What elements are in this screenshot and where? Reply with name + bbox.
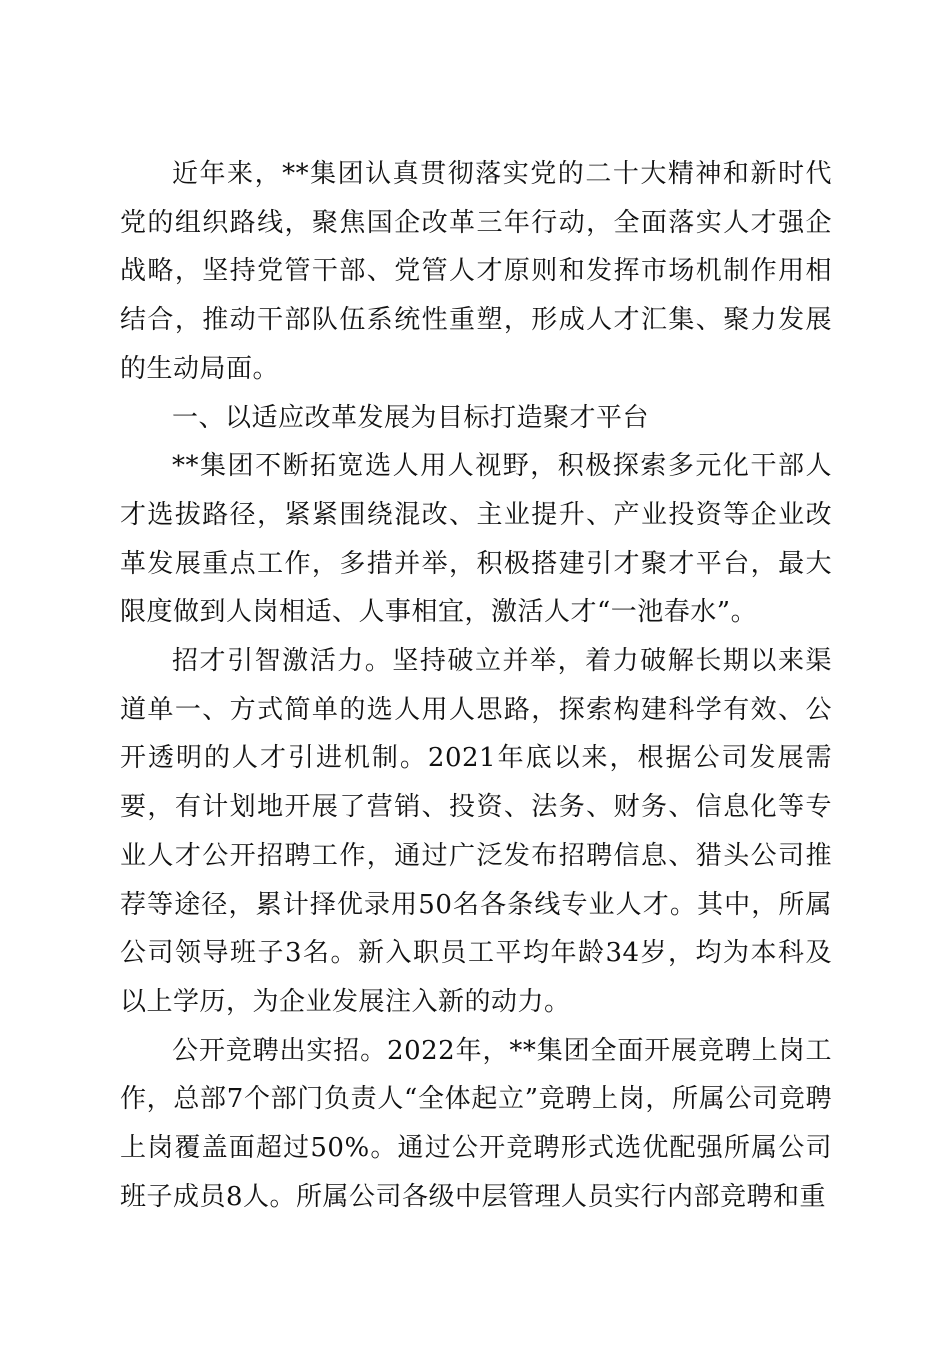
document-page: [120, 150, 832, 1221]
section-1-paragraph: **集团不断拓宽选人用人视野，积极探索多元化干部人才选拔路径，紧紧围绕混改、主业提升、产业投资等企业改革发展重点工作，多措并举，积极搭建引才聚才平台，最大限度做到人岗相适、人事相宜，激活人才“一池春水”。: [120, 451, 832, 628]
section-heading-1: 一、以适应改革发展为目标打造聚才平台: [172, 402, 650, 433]
talent-recruitment-paragraph: 招才引智激活力。坚持破立并举，着力破解长期以来渠道单一、方式简单的选人用人思路，探索构建科学有效、公开透明的人才引进机制。2021年底以来，根据公司发展需要，有计划地开展了营销、投资、法务、财务、信息化等专业人才公开招聘工作，通过广泛发布招聘信息、猎头公司推荐等途径，累计择优录用50名各条线专业人才。其中，所属公司领导班子3名。新入职员工平均年龄34岁，均为本科及以上学历，为企业发展注入新的动力。: [120, 646, 832, 1017]
intro-paragraph: 近年来，**集团认真贯彻落实党的二十大精神和新时代党的组织路线，聚焦国企改革三年行动，全面落实人才强企战略，坚持党管干部、党管人才原则和发挥市场机制作用相结合，推动干部队伍系统性重塑，形成人才汇集、聚力发展的生动局面。: [120, 159, 832, 384]
open-competition-paragraph: 公开竞聘出实招。2022年，**集团全面开展竞聘上岗工作，总部7个部门负责人“全体起立”竞聘上岗，所属公司竞聘上岗覆盖面超过50%。通过公开竞聘形式选优配强所属公司班子成员8人。所属公司各级中层管理人员实行内部竞聘和重: [120, 1035, 832, 1212]
